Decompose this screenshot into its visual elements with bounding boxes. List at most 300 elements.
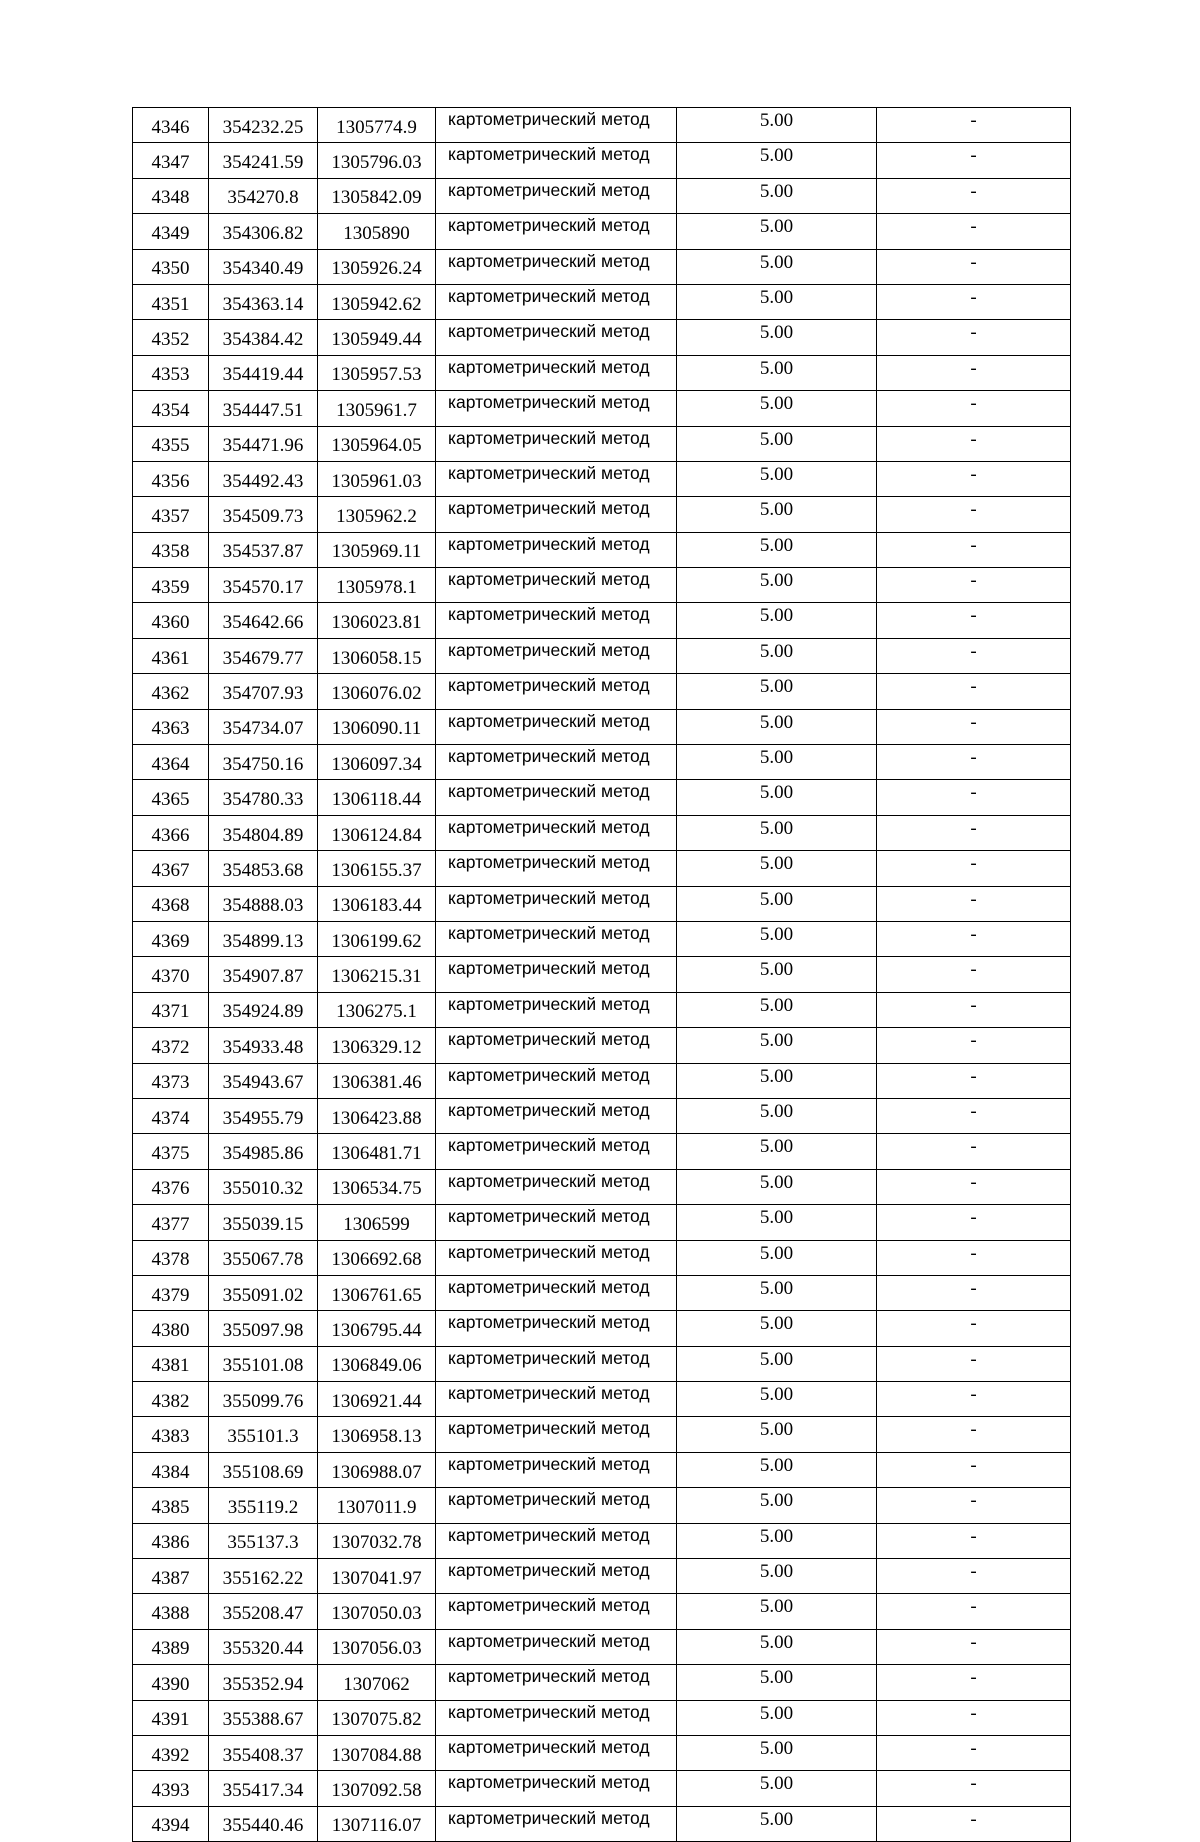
point-number-cell: 4365 [133,780,209,815]
description-cell: - [877,355,1071,390]
x-coordinate-cell: 354985.86 [209,1134,318,1169]
table-row [133,1346,1071,1381]
description-cell: - [877,461,1071,496]
point-number-cell: 4346 [133,108,209,143]
description-cell: - [877,921,1071,956]
table-row [133,674,1071,709]
y-coordinate-cell: 1306090.11 [318,709,436,744]
x-coordinate-cell: 355320.44 [209,1629,318,1664]
method-cell: картометрический метод [436,1665,677,1700]
table-row [133,1665,1071,1700]
x-coordinate-cell: 355208.47 [209,1594,318,1629]
method-cell: картометрический метод [436,108,677,143]
table-row [133,709,1071,744]
table-row [133,1382,1071,1417]
description-cell: - [877,1205,1071,1240]
method-cell: картометрический метод [436,1063,677,1098]
description-cell: - [877,568,1071,603]
description-cell: - [877,1452,1071,1487]
x-coordinate-cell: 354340.49 [209,249,318,284]
point-number-cell: 4376 [133,1169,209,1204]
table-row [133,1028,1071,1063]
accuracy-cell: 5.00 [677,461,877,496]
method-cell: картометрический метод [436,1275,677,1310]
accuracy-cell: 5.00 [677,1169,877,1204]
method-cell: картометрический метод [436,1169,677,1204]
table-row [133,1134,1071,1169]
x-coordinate-cell: 354933.48 [209,1028,318,1063]
table-row [133,1169,1071,1204]
y-coordinate-cell: 1306124.84 [318,815,436,850]
method-cell: картометрический метод [436,1240,677,1275]
x-coordinate-cell: 355408.37 [209,1735,318,1770]
point-number-cell: 4355 [133,426,209,461]
table-row [133,1240,1071,1275]
accuracy-cell: 5.00 [677,178,877,213]
method-cell: картометрический метод [436,745,677,780]
method-cell: картометрический метод [436,709,677,744]
y-coordinate-cell: 1307092.58 [318,1771,436,1806]
x-coordinate-cell: 355039.15 [209,1205,318,1240]
y-coordinate-cell: 1305842.09 [318,178,436,213]
table-row [133,638,1071,673]
table-row [133,1700,1071,1735]
point-number-cell: 4374 [133,1098,209,1133]
accuracy-cell: 5.00 [677,1028,877,1063]
x-coordinate-cell: 355099.76 [209,1382,318,1417]
method-cell: картометрический метод [436,1417,677,1452]
point-number-cell: 4393 [133,1771,209,1806]
x-coordinate-cell: 354899.13 [209,921,318,956]
x-coordinate-cell: 354241.59 [209,143,318,178]
y-coordinate-cell: 1306076.02 [318,674,436,709]
x-coordinate-cell: 355137.3 [209,1523,318,1558]
description-cell: - [877,108,1071,143]
y-coordinate-cell: 1305942.62 [318,284,436,319]
table-row [133,320,1071,355]
y-coordinate-cell: 1305969.11 [318,532,436,567]
table-row [133,532,1071,567]
table-row [133,815,1071,850]
description-cell: - [877,1063,1071,1098]
method-cell: картометрический метод [436,1134,677,1169]
point-number-cell: 4394 [133,1806,209,1841]
x-coordinate-cell: 354804.89 [209,815,318,850]
table-row [133,886,1071,921]
description-cell: - [877,1523,1071,1558]
description-cell: - [877,391,1071,426]
accuracy-cell: 5.00 [677,391,877,426]
point-number-cell: 4384 [133,1452,209,1487]
point-number-cell: 4357 [133,497,209,532]
accuracy-cell: 5.00 [677,1735,877,1770]
description-cell: - [877,1417,1071,1452]
point-number-cell: 4358 [133,532,209,567]
x-coordinate-cell: 354907.87 [209,957,318,992]
description-cell: - [877,284,1071,319]
point-number-cell: 4389 [133,1629,209,1664]
x-coordinate-cell: 354570.17 [209,568,318,603]
y-coordinate-cell: 1306275.1 [318,992,436,1027]
description-cell: - [877,1382,1071,1417]
description-cell: - [877,1629,1071,1664]
description-cell: - [877,638,1071,673]
method-cell: картометрический метод [436,1346,677,1381]
point-number-cell: 4371 [133,992,209,1027]
point-number-cell: 4366 [133,815,209,850]
point-number-cell: 4388 [133,1594,209,1629]
y-coordinate-cell: 1306058.15 [318,638,436,673]
x-coordinate-cell: 354270.8 [209,178,318,213]
description-cell: - [877,780,1071,815]
table-row [133,284,1071,319]
table-row [133,1559,1071,1594]
accuracy-cell: 5.00 [677,1559,877,1594]
y-coordinate-cell: 1305962.2 [318,497,436,532]
accuracy-cell: 5.00 [677,1665,877,1700]
accuracy-cell: 5.00 [677,780,877,815]
coordinates-table-body [133,108,1071,1842]
x-coordinate-cell: 354492.43 [209,461,318,496]
table-row [133,1098,1071,1133]
description-cell: - [877,249,1071,284]
accuracy-cell: 5.00 [677,532,877,567]
point-number-cell: 4369 [133,921,209,956]
x-coordinate-cell: 355440.46 [209,1806,318,1841]
description-cell: - [877,674,1071,709]
description-cell: - [877,992,1071,1027]
y-coordinate-cell: 1306023.81 [318,603,436,638]
x-coordinate-cell: 354447.51 [209,391,318,426]
y-coordinate-cell: 1305796.03 [318,143,436,178]
description-cell: - [877,603,1071,638]
accuracy-cell: 5.00 [677,603,877,638]
method-cell: картометрический метод [436,1771,677,1806]
point-number-cell: 4390 [133,1665,209,1700]
method-cell: картометрический метод [436,1098,677,1133]
table-row [133,178,1071,213]
x-coordinate-cell: 355101.3 [209,1417,318,1452]
table-row [133,426,1071,461]
description-cell: - [877,886,1071,921]
method-cell: картометрический метод [436,143,677,178]
y-coordinate-cell: 1306599 [318,1205,436,1240]
x-coordinate-cell: 354734.07 [209,709,318,744]
accuracy-cell: 5.00 [677,497,877,532]
x-coordinate-cell: 354679.77 [209,638,318,673]
y-coordinate-cell: 1307075.82 [318,1700,436,1735]
accuracy-cell: 5.00 [677,355,877,390]
description-cell: - [877,815,1071,850]
description-cell: - [877,1488,1071,1523]
accuracy-cell: 5.00 [677,143,877,178]
method-cell: картометрический метод [436,1629,677,1664]
description-cell: - [877,1771,1071,1806]
description-cell: - [877,1240,1071,1275]
y-coordinate-cell: 1307062 [318,1665,436,1700]
y-coordinate-cell: 1306155.37 [318,851,436,886]
method-cell: картометрический метод [436,1523,677,1558]
method-cell: картометрический метод [436,921,677,956]
method-cell: картометрический метод [436,249,677,284]
method-cell: картометрический метод [436,815,677,850]
description-cell: - [877,1275,1071,1310]
method-cell: картометрический метод [436,851,677,886]
method-cell: картометрический метод [436,426,677,461]
y-coordinate-cell: 1306481.71 [318,1134,436,1169]
y-coordinate-cell: 1307116.07 [318,1806,436,1841]
point-number-cell: 4360 [133,603,209,638]
method-cell: картометрический метод [436,532,677,567]
point-number-cell: 4385 [133,1488,209,1523]
table-row [133,355,1071,390]
method-cell: картометрический метод [436,780,677,815]
accuracy-cell: 5.00 [677,1452,877,1487]
table-row [133,745,1071,780]
y-coordinate-cell: 1306988.07 [318,1452,436,1487]
point-number-cell: 4350 [133,249,209,284]
table-row [133,921,1071,956]
y-coordinate-cell: 1305961.7 [318,391,436,426]
description-cell: - [877,320,1071,355]
point-number-cell: 4387 [133,1559,209,1594]
x-coordinate-cell: 354306.82 [209,214,318,249]
accuracy-cell: 5.00 [677,1382,877,1417]
y-coordinate-cell: 1306761.65 [318,1275,436,1310]
accuracy-cell: 5.00 [677,1098,877,1133]
point-number-cell: 4352 [133,320,209,355]
description-cell: - [877,1311,1071,1346]
y-coordinate-cell: 1306534.75 [318,1169,436,1204]
y-coordinate-cell: 1305978.1 [318,568,436,603]
point-number-cell: 4379 [133,1275,209,1310]
table-row [133,461,1071,496]
x-coordinate-cell: 355162.22 [209,1559,318,1594]
accuracy-cell: 5.00 [677,1417,877,1452]
method-cell: картометрический метод [436,355,677,390]
y-coordinate-cell: 1307041.97 [318,1559,436,1594]
point-number-cell: 4391 [133,1700,209,1735]
method-cell: картометрический метод [436,603,677,638]
table-row [133,1594,1071,1629]
table-row [133,1523,1071,1558]
method-cell: картометрический метод [436,1700,677,1735]
description-cell: - [877,532,1071,567]
y-coordinate-cell: 1305961.03 [318,461,436,496]
x-coordinate-cell: 354943.67 [209,1063,318,1098]
table-row [133,249,1071,284]
accuracy-cell: 5.00 [677,638,877,673]
y-coordinate-cell: 1305949.44 [318,320,436,355]
method-cell: картометрический метод [436,461,677,496]
method-cell: картометрический метод [436,638,677,673]
point-number-cell: 4377 [133,1205,209,1240]
description-cell: - [877,709,1071,744]
x-coordinate-cell: 354750.16 [209,745,318,780]
method-cell: картометрический метод [436,284,677,319]
y-coordinate-cell: 1306183.44 [318,886,436,921]
table-row [133,1488,1071,1523]
method-cell: картометрический метод [436,391,677,426]
table-row [133,603,1071,638]
point-number-cell: 4378 [133,1240,209,1275]
description-cell: - [877,214,1071,249]
y-coordinate-cell: 1306849.06 [318,1346,436,1381]
x-coordinate-cell: 355352.94 [209,1665,318,1700]
accuracy-cell: 5.00 [677,1700,877,1735]
point-number-cell: 4381 [133,1346,209,1381]
description-cell: - [877,178,1071,213]
y-coordinate-cell: 1305890 [318,214,436,249]
accuracy-cell: 5.00 [677,1205,877,1240]
method-cell: картометрический метод [436,568,677,603]
method-cell: картометрический метод [436,214,677,249]
description-cell: - [877,1594,1071,1629]
table-row [133,143,1071,178]
table-row [133,497,1071,532]
accuracy-cell: 5.00 [677,921,877,956]
method-cell: картометрический метод [436,674,677,709]
method-cell: картометрический метод [436,1382,677,1417]
point-number-cell: 4392 [133,1735,209,1770]
accuracy-cell: 5.00 [677,249,877,284]
x-coordinate-cell: 354363.14 [209,284,318,319]
x-coordinate-cell: 355091.02 [209,1275,318,1310]
method-cell: картометрический метод [436,497,677,532]
y-coordinate-cell: 1306958.13 [318,1417,436,1452]
accuracy-cell: 5.00 [677,320,877,355]
method-cell: картометрический метод [436,957,677,992]
accuracy-cell: 5.00 [677,1134,877,1169]
point-number-cell: 4386 [133,1523,209,1558]
accuracy-cell: 5.00 [677,1346,877,1381]
accuracy-cell: 5.00 [677,1594,877,1629]
accuracy-cell: 5.00 [677,1629,877,1664]
table-row [133,1275,1071,1310]
table-row [133,1771,1071,1806]
point-number-cell: 4383 [133,1417,209,1452]
description-cell: - [877,1134,1071,1169]
table-row [133,568,1071,603]
x-coordinate-cell: 354955.79 [209,1098,318,1133]
description-cell: - [877,1169,1071,1204]
accuracy-cell: 5.00 [677,957,877,992]
point-number-cell: 4359 [133,568,209,603]
x-coordinate-cell: 355119.2 [209,1488,318,1523]
accuracy-cell: 5.00 [677,815,877,850]
accuracy-cell: 5.00 [677,1771,877,1806]
accuracy-cell: 5.00 [677,568,877,603]
y-coordinate-cell: 1307011.9 [318,1488,436,1523]
method-cell: картометрический метод [436,1205,677,1240]
x-coordinate-cell: 354471.96 [209,426,318,461]
method-cell: картометрический метод [436,1594,677,1629]
x-coordinate-cell: 354537.87 [209,532,318,567]
x-coordinate-cell: 355067.78 [209,1240,318,1275]
y-coordinate-cell: 1306381.46 [318,1063,436,1098]
description-cell: - [877,1806,1071,1841]
y-coordinate-cell: 1306795.44 [318,1311,436,1346]
table-row [133,1629,1071,1664]
x-coordinate-cell: 354232.25 [209,108,318,143]
accuracy-cell: 5.00 [677,214,877,249]
point-number-cell: 4347 [133,143,209,178]
point-number-cell: 4363 [133,709,209,744]
method-cell: картометрический метод [436,1735,677,1770]
x-coordinate-cell: 354924.89 [209,992,318,1027]
y-coordinate-cell: 1306199.62 [318,921,436,956]
y-coordinate-cell: 1306329.12 [318,1028,436,1063]
description-cell: - [877,1346,1071,1381]
description-cell: - [877,1098,1071,1133]
point-number-cell: 4382 [133,1382,209,1417]
method-cell: картометрический метод [436,178,677,213]
point-number-cell: 4367 [133,851,209,886]
y-coordinate-cell: 1305964.05 [318,426,436,461]
table-row [133,851,1071,886]
point-number-cell: 4380 [133,1311,209,1346]
description-cell: - [877,426,1071,461]
table-row [133,1063,1071,1098]
method-cell: картометрический метод [436,1488,677,1523]
accuracy-cell: 5.00 [677,284,877,319]
y-coordinate-cell: 1306692.68 [318,1240,436,1275]
point-number-cell: 4351 [133,284,209,319]
description-cell: - [877,143,1071,178]
accuracy-cell: 5.00 [677,709,877,744]
coordinates-table [132,107,1071,1842]
accuracy-cell: 5.00 [677,1806,877,1841]
point-number-cell: 4375 [133,1134,209,1169]
method-cell: картометрический метод [436,886,677,921]
point-number-cell: 4364 [133,745,209,780]
y-coordinate-cell: 1307056.03 [318,1629,436,1664]
point-number-cell: 4372 [133,1028,209,1063]
table-row [133,391,1071,426]
y-coordinate-cell: 1307032.78 [318,1523,436,1558]
x-coordinate-cell: 354888.03 [209,886,318,921]
x-coordinate-cell: 355417.34 [209,1771,318,1806]
table-row [133,992,1071,1027]
method-cell: картометрический метод [436,1452,677,1487]
point-number-cell: 4373 [133,1063,209,1098]
y-coordinate-cell: 1305774.9 [318,108,436,143]
y-coordinate-cell: 1306215.31 [318,957,436,992]
accuracy-cell: 5.00 [677,1063,877,1098]
point-number-cell: 4356 [133,461,209,496]
accuracy-cell: 5.00 [677,426,877,461]
x-coordinate-cell: 355108.69 [209,1452,318,1487]
table-row [133,1417,1071,1452]
x-coordinate-cell: 355097.98 [209,1311,318,1346]
point-number-cell: 4361 [133,638,209,673]
method-cell: картометрический метод [436,1806,677,1841]
method-cell: картометрический метод [436,992,677,1027]
table-row [133,214,1071,249]
table-row [133,1735,1071,1770]
x-coordinate-cell: 354384.42 [209,320,318,355]
table-row [133,1806,1071,1841]
table-row [133,108,1071,143]
point-number-cell: 4368 [133,886,209,921]
accuracy-cell: 5.00 [677,1523,877,1558]
point-number-cell: 4370 [133,957,209,992]
x-coordinate-cell: 354707.93 [209,674,318,709]
accuracy-cell: 5.00 [677,108,877,143]
description-cell: - [877,1735,1071,1770]
accuracy-cell: 5.00 [677,674,877,709]
description-cell: - [877,957,1071,992]
